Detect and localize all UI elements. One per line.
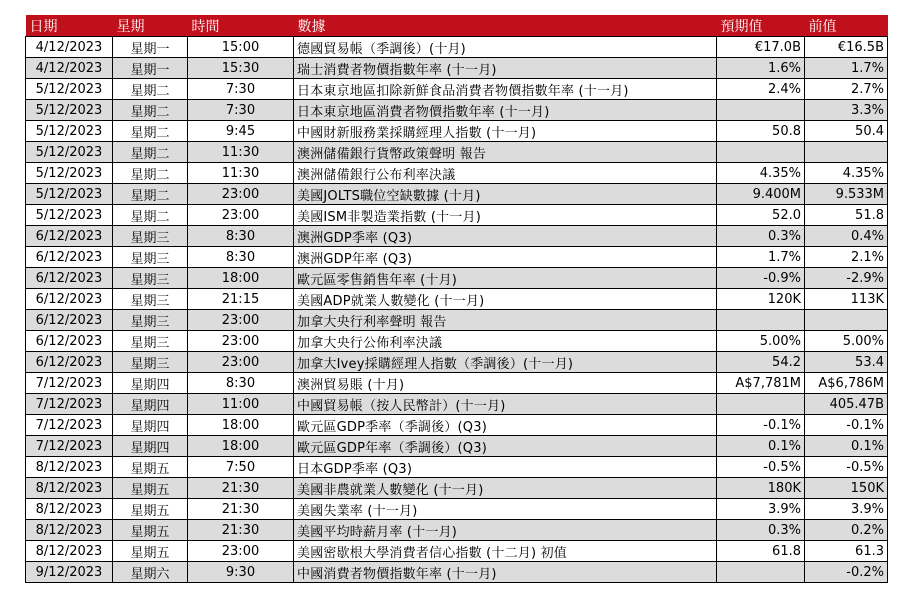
- previous-cell: 1.7%: [805, 58, 888, 79]
- event-cell: 歐元區零售銷售年率 (十月): [294, 268, 717, 289]
- time-cell: 7:30: [188, 79, 294, 100]
- table-body: [26, 37, 888, 583]
- previous-cell: 3.9%: [805, 499, 888, 520]
- economic-calendar-table: [25, 15, 888, 583]
- weekday-cell: 星期二: [113, 142, 188, 163]
- date-cell: 7/12/2023: [26, 373, 113, 394]
- time-cell: 21:30: [188, 499, 294, 520]
- previous-cell: -0.1%: [805, 415, 888, 436]
- previous-cell: [805, 310, 888, 331]
- weekday-cell: 星期五: [113, 499, 188, 520]
- time-cell: 21:30: [188, 478, 294, 499]
- weekday-cell: 星期二: [113, 184, 188, 205]
- header-time: 時間: [188, 15, 294, 37]
- event-cell: 加拿大央行公佈利率決議: [294, 331, 717, 352]
- date-cell: 5/12/2023: [26, 142, 113, 163]
- previous-cell: 3.3%: [805, 100, 888, 121]
- date-cell: 6/12/2023: [26, 247, 113, 268]
- forecast-cell: 120K: [717, 289, 805, 310]
- time-cell: 23:00: [188, 541, 294, 562]
- forecast-cell: 54.2: [717, 352, 805, 373]
- table-row: [26, 520, 888, 541]
- economic-calendar: [25, 15, 887, 583]
- table-row: [26, 184, 888, 205]
- previous-cell: 0.4%: [805, 226, 888, 247]
- table-row: [26, 310, 888, 331]
- weekday-cell: 星期四: [113, 394, 188, 415]
- forecast-cell: 2.4%: [717, 79, 805, 100]
- weekday-cell: 星期三: [113, 268, 188, 289]
- time-cell: 18:00: [188, 268, 294, 289]
- time-cell: 23:00: [188, 352, 294, 373]
- event-cell: 美國密歇根大學消費者信心指數 (十二月) 初值: [294, 541, 717, 562]
- header-event: 數據: [294, 15, 717, 37]
- weekday-cell: 星期一: [113, 58, 188, 79]
- forecast-cell: -0.9%: [717, 268, 805, 289]
- event-cell: 歐元區GDP季率（季調後）(Q3): [294, 415, 717, 436]
- previous-cell: -0.2%: [805, 562, 888, 583]
- event-cell: 中國消費者物價指數年率 (十一月): [294, 562, 717, 583]
- weekday-cell: 星期三: [113, 247, 188, 268]
- date-cell: 6/12/2023: [26, 226, 113, 247]
- table-row: [26, 478, 888, 499]
- table-row: [26, 415, 888, 436]
- table-row: [26, 247, 888, 268]
- event-cell: 美國非農就業人數變化 (十一月): [294, 478, 717, 499]
- header-forecast: 預期值: [717, 15, 805, 37]
- event-cell: 德國貿易帳（季調後）(十月): [294, 37, 717, 58]
- forecast-cell: 61.8: [717, 541, 805, 562]
- date-cell: 6/12/2023: [26, 352, 113, 373]
- date-cell: 8/12/2023: [26, 520, 113, 541]
- date-cell: 6/12/2023: [26, 310, 113, 331]
- header-previous: 前值: [805, 15, 888, 37]
- date-cell: 8/12/2023: [26, 499, 113, 520]
- event-cell: 中國財新服務業採購經理人指數 (十一月): [294, 121, 717, 142]
- date-cell: 5/12/2023: [26, 121, 113, 142]
- event-cell: 澳洲儲備銀行貨幣政策聲明 報告: [294, 142, 717, 163]
- time-cell: 7:30: [188, 100, 294, 121]
- table-row: [26, 100, 888, 121]
- weekday-cell: 星期一: [113, 37, 188, 58]
- weekday-cell: 星期五: [113, 457, 188, 478]
- time-cell: 18:00: [188, 436, 294, 457]
- event-cell: 歐元區GDP年率（季調後）(Q3): [294, 436, 717, 457]
- event-cell: 美國ADP就業人數變化 (十一月): [294, 289, 717, 310]
- previous-cell: 53.4: [805, 352, 888, 373]
- time-cell: 11:00: [188, 394, 294, 415]
- event-cell: 澳洲儲備銀行公布利率決議: [294, 163, 717, 184]
- event-cell: 澳洲GDP年率 (Q3): [294, 247, 717, 268]
- weekday-cell: 星期三: [113, 331, 188, 352]
- date-cell: 6/12/2023: [26, 289, 113, 310]
- weekday-cell: 星期二: [113, 79, 188, 100]
- event-cell: 中國貿易帳（按人民幣計）(十一月): [294, 394, 717, 415]
- weekday-cell: 星期二: [113, 205, 188, 226]
- date-cell: 5/12/2023: [26, 79, 113, 100]
- event-cell: 美國失業率 (十一月): [294, 499, 717, 520]
- table-row: [26, 79, 888, 100]
- time-cell: 23:00: [188, 331, 294, 352]
- event-cell: 美國ISM非製造業指數 (十一月): [294, 205, 717, 226]
- forecast-cell: 9.400M: [717, 184, 805, 205]
- weekday-cell: 星期六: [113, 562, 188, 583]
- date-cell: 6/12/2023: [26, 268, 113, 289]
- weekday-cell: 星期四: [113, 373, 188, 394]
- weekday-cell: 星期五: [113, 478, 188, 499]
- table-row: [26, 562, 888, 583]
- event-cell: 美國JOLTS職位空缺數據 (十月): [294, 184, 717, 205]
- table-row: [26, 121, 888, 142]
- date-cell: 6/12/2023: [26, 331, 113, 352]
- table-header: [26, 15, 888, 37]
- forecast-cell: 1.7%: [717, 247, 805, 268]
- previous-cell: 0.2%: [805, 520, 888, 541]
- time-cell: 11:30: [188, 142, 294, 163]
- header-row: [26, 15, 888, 37]
- previous-cell: 50.4: [805, 121, 888, 142]
- event-cell: 加拿大Ivey採購經理人指數（季調後）(十一月): [294, 352, 717, 373]
- previous-cell: €16.5B: [805, 37, 888, 58]
- time-cell: 9:30: [188, 562, 294, 583]
- forecast-cell: 0.3%: [717, 520, 805, 541]
- table-row: [26, 331, 888, 352]
- previous-cell: 9.533M: [805, 184, 888, 205]
- table-row: [26, 226, 888, 247]
- event-cell: 加拿大央行利率聲明 報告: [294, 310, 717, 331]
- previous-cell: A$6,786M: [805, 373, 888, 394]
- date-cell: 4/12/2023: [26, 58, 113, 79]
- previous-cell: 51.8: [805, 205, 888, 226]
- table-row: [26, 457, 888, 478]
- time-cell: 23:00: [188, 184, 294, 205]
- table-row: [26, 268, 888, 289]
- forecast-cell: [717, 310, 805, 331]
- forecast-cell: [717, 100, 805, 121]
- event-cell: 澳洲貿易賬 (十月): [294, 373, 717, 394]
- forecast-cell: -0.5%: [717, 457, 805, 478]
- date-cell: 7/12/2023: [26, 394, 113, 415]
- date-cell: 8/12/2023: [26, 457, 113, 478]
- time-cell: 8:30: [188, 247, 294, 268]
- previous-cell: 150K: [805, 478, 888, 499]
- event-cell: 日本東京地區消費者物價指數年率 (十一月): [294, 100, 717, 121]
- date-cell: 5/12/2023: [26, 184, 113, 205]
- header-date: 日期: [26, 15, 113, 37]
- previous-cell: 61.3: [805, 541, 888, 562]
- date-cell: 8/12/2023: [26, 478, 113, 499]
- previous-cell: 0.1%: [805, 436, 888, 457]
- event-cell: 日本GDP季率 (Q3): [294, 457, 717, 478]
- event-cell: 日本東京地區扣除新鮮食品消費者物價指數年率 (十一月): [294, 79, 717, 100]
- weekday-cell: 星期三: [113, 352, 188, 373]
- date-cell: 7/12/2023: [26, 415, 113, 436]
- previous-cell: -0.5%: [805, 457, 888, 478]
- weekday-cell: 星期三: [113, 310, 188, 331]
- forecast-cell: 180K: [717, 478, 805, 499]
- table-row: [26, 205, 888, 226]
- weekday-cell: 星期四: [113, 436, 188, 457]
- forecast-cell: 50.8: [717, 121, 805, 142]
- event-cell: 美國平均時薪月率 (十一月): [294, 520, 717, 541]
- forecast-cell: 0.1%: [717, 436, 805, 457]
- time-cell: 7:50: [188, 457, 294, 478]
- time-cell: 21:30: [188, 520, 294, 541]
- table-row: [26, 58, 888, 79]
- weekday-cell: 星期三: [113, 226, 188, 247]
- forecast-cell: €17.0B: [717, 37, 805, 58]
- event-cell: 瑞士消費者物價指數年率 (十一月): [294, 58, 717, 79]
- weekday-cell: 星期四: [113, 415, 188, 436]
- previous-cell: 4.35%: [805, 163, 888, 184]
- table-row: [26, 37, 888, 58]
- date-cell: 4/12/2023: [26, 37, 113, 58]
- forecast-cell: -0.1%: [717, 415, 805, 436]
- forecast-cell: A$7,781M: [717, 373, 805, 394]
- event-cell: 澳洲GDP季率 (Q3): [294, 226, 717, 247]
- date-cell: 5/12/2023: [26, 163, 113, 184]
- table-row: [26, 373, 888, 394]
- weekday-cell: 星期二: [113, 121, 188, 142]
- time-cell: 21:15: [188, 289, 294, 310]
- date-cell: 5/12/2023: [26, 100, 113, 121]
- weekday-cell: 星期三: [113, 289, 188, 310]
- time-cell: 15:30: [188, 58, 294, 79]
- previous-cell: [805, 142, 888, 163]
- date-cell: 5/12/2023: [26, 205, 113, 226]
- forecast-cell: 3.9%: [717, 499, 805, 520]
- time-cell: 15:00: [188, 37, 294, 58]
- table-row: [26, 394, 888, 415]
- time-cell: 8:30: [188, 373, 294, 394]
- table-row: [26, 541, 888, 562]
- table-row: [26, 499, 888, 520]
- table-row: [26, 436, 888, 457]
- forecast-cell: 4.35%: [717, 163, 805, 184]
- time-cell: 23:00: [188, 310, 294, 331]
- previous-cell: 2.7%: [805, 79, 888, 100]
- previous-cell: 113K: [805, 289, 888, 310]
- time-cell: 18:00: [188, 415, 294, 436]
- header-weekday: 星期: [113, 15, 188, 37]
- previous-cell: 405.47B: [805, 394, 888, 415]
- time-cell: 23:00: [188, 205, 294, 226]
- time-cell: 8:30: [188, 226, 294, 247]
- date-cell: 9/12/2023: [26, 562, 113, 583]
- date-cell: 7/12/2023: [26, 436, 113, 457]
- forecast-cell: [717, 394, 805, 415]
- previous-cell: -2.9%: [805, 268, 888, 289]
- table-row: [26, 142, 888, 163]
- weekday-cell: 星期二: [113, 100, 188, 121]
- date-cell: 8/12/2023: [26, 541, 113, 562]
- table-row: [26, 289, 888, 310]
- time-cell: 11:30: [188, 163, 294, 184]
- weekday-cell: 星期二: [113, 163, 188, 184]
- forecast-cell: 1.6%: [717, 58, 805, 79]
- weekday-cell: 星期五: [113, 541, 188, 562]
- table-row: [26, 163, 888, 184]
- forecast-cell: 5.00%: [717, 331, 805, 352]
- forecast-cell: 52.0: [717, 205, 805, 226]
- time-cell: 9:45: [188, 121, 294, 142]
- table-row: [26, 352, 888, 373]
- previous-cell: 2.1%: [805, 247, 888, 268]
- previous-cell: 5.00%: [805, 331, 888, 352]
- forecast-cell: [717, 562, 805, 583]
- weekday-cell: 星期五: [113, 520, 188, 541]
- forecast-cell: 0.3%: [717, 226, 805, 247]
- forecast-cell: [717, 142, 805, 163]
